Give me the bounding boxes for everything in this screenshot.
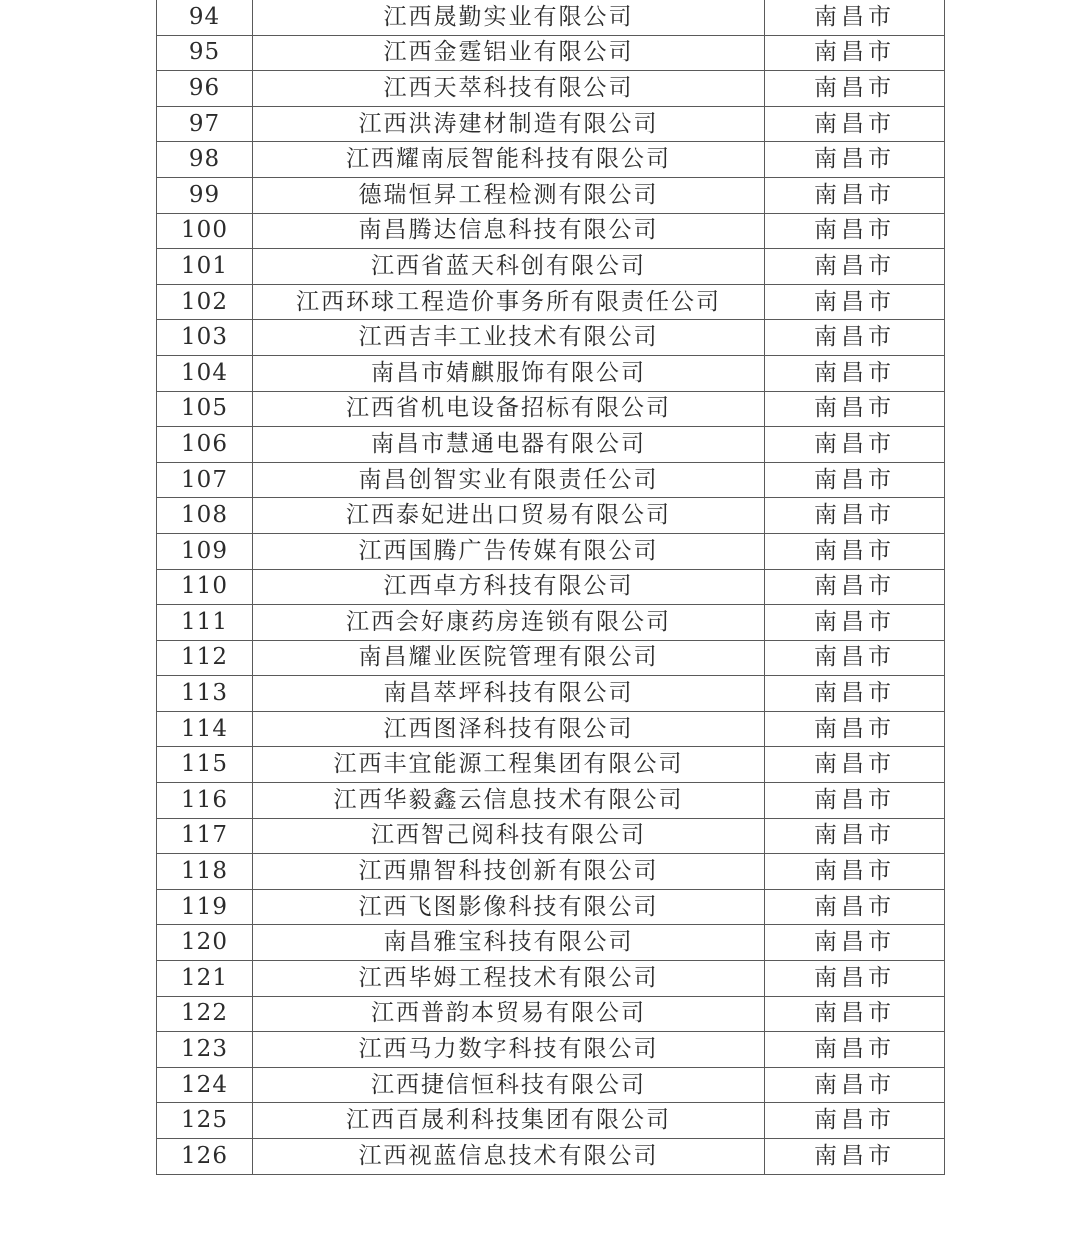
row-number-cell: 113	[157, 676, 253, 712]
table-row	[157, 1032, 945, 1068]
city-cell: 南昌市	[765, 854, 945, 890]
row-number-cell: 123	[157, 1032, 253, 1068]
company-name-cell: 江西捷信恒科技有限公司	[253, 1067, 765, 1103]
table-row	[157, 818, 945, 854]
company-name-cell: 江西泰妃进出口贸易有限公司	[253, 498, 765, 534]
city-cell: 南昌市	[765, 889, 945, 925]
table-row	[157, 427, 945, 463]
company-name-cell: 江西华毅鑫云信息技术有限公司	[253, 783, 765, 819]
city-cell: 南昌市	[765, 1067, 945, 1103]
table-row	[157, 889, 945, 925]
row-number-cell: 96	[157, 71, 253, 107]
company-name-cell: 江西图泽科技有限公司	[253, 711, 765, 747]
city-cell: 南昌市	[765, 462, 945, 498]
row-number-cell: 97	[157, 106, 253, 142]
table-row	[157, 142, 945, 178]
company-name-cell: 南昌耀业医院管理有限公司	[253, 640, 765, 676]
company-name-cell: 南昌市婧麒服饰有限公司	[253, 355, 765, 391]
company-name-cell: 南昌腾达信息科技有限公司	[253, 213, 765, 249]
city-cell: 南昌市	[765, 0, 945, 35]
row-number-cell: 116	[157, 783, 253, 819]
company-name-cell: 江西会好康药房连锁有限公司	[253, 605, 765, 641]
company-name-cell: 南昌雅宝科技有限公司	[253, 925, 765, 961]
company-name-cell: 江西视蓝信息技术有限公司	[253, 1139, 765, 1175]
city-cell: 南昌市	[765, 1139, 945, 1175]
table-row	[157, 498, 945, 534]
company-name-cell: 江西省机电设备招标有限公司	[253, 391, 765, 427]
company-name-cell: 江西晟勤实业有限公司	[253, 0, 765, 35]
table-row	[157, 320, 945, 356]
table-row	[157, 213, 945, 249]
table-body	[157, 0, 945, 1174]
table-row	[157, 71, 945, 107]
company-name-cell: 江西普韵本贸易有限公司	[253, 996, 765, 1032]
table-row	[157, 249, 945, 285]
row-number-cell: 122	[157, 996, 253, 1032]
company-name-cell: 江西智己阅科技有限公司	[253, 818, 765, 854]
city-cell: 南昌市	[765, 177, 945, 213]
city-cell: 南昌市	[765, 35, 945, 71]
company-list-table	[156, 0, 945, 1175]
city-cell: 南昌市	[765, 996, 945, 1032]
city-cell: 南昌市	[765, 284, 945, 320]
row-number-cell: 95	[157, 35, 253, 71]
row-number-cell: 94	[157, 0, 253, 35]
table-row	[157, 1103, 945, 1139]
row-number-cell: 114	[157, 711, 253, 747]
company-name-cell: 江西鼎智科技创新有限公司	[253, 854, 765, 890]
city-cell: 南昌市	[765, 249, 945, 285]
city-cell: 南昌市	[765, 925, 945, 961]
company-name-cell: 南昌市慧通电器有限公司	[253, 427, 765, 463]
city-cell: 南昌市	[765, 71, 945, 107]
company-name-cell: 江西洪涛建材制造有限公司	[253, 106, 765, 142]
city-cell: 南昌市	[765, 747, 945, 783]
city-cell: 南昌市	[765, 676, 945, 712]
company-name-cell: 南昌创智实业有限责任公司	[253, 462, 765, 498]
table-row	[157, 284, 945, 320]
table-row	[157, 1067, 945, 1103]
row-number-cell: 105	[157, 391, 253, 427]
table-row	[157, 711, 945, 747]
row-number-cell: 102	[157, 284, 253, 320]
row-number-cell: 109	[157, 533, 253, 569]
city-cell: 南昌市	[765, 605, 945, 641]
table-row	[157, 106, 945, 142]
row-number-cell: 125	[157, 1103, 253, 1139]
company-name-cell: 江西飞图影像科技有限公司	[253, 889, 765, 925]
company-name-cell: 江西省蓝天科创有限公司	[253, 249, 765, 285]
company-name-cell: 江西卓方科技有限公司	[253, 569, 765, 605]
row-number-cell: 98	[157, 142, 253, 178]
company-name-cell: 江西毕姆工程技术有限公司	[253, 961, 765, 997]
row-number-cell: 108	[157, 498, 253, 534]
company-name-cell: 江西丰宜能源工程集团有限公司	[253, 747, 765, 783]
table-row	[157, 35, 945, 71]
company-name-cell: 江西吉丰工业技术有限公司	[253, 320, 765, 356]
city-cell: 南昌市	[765, 711, 945, 747]
city-cell: 南昌市	[765, 1103, 945, 1139]
table-row	[157, 605, 945, 641]
city-cell: 南昌市	[765, 640, 945, 676]
row-number-cell: 118	[157, 854, 253, 890]
row-number-cell: 101	[157, 249, 253, 285]
table-row	[157, 961, 945, 997]
company-name-cell: 江西国腾广告传媒有限公司	[253, 533, 765, 569]
city-cell: 南昌市	[765, 142, 945, 178]
city-cell: 南昌市	[765, 355, 945, 391]
table-row	[157, 783, 945, 819]
city-cell: 南昌市	[765, 783, 945, 819]
table-row	[157, 0, 945, 35]
table-row	[157, 569, 945, 605]
table-row	[157, 533, 945, 569]
company-name-cell: 江西马力数字科技有限公司	[253, 1032, 765, 1068]
table-row	[157, 925, 945, 961]
city-cell: 南昌市	[765, 498, 945, 534]
city-cell: 南昌市	[765, 213, 945, 249]
city-cell: 南昌市	[765, 533, 945, 569]
row-number-cell: 124	[157, 1067, 253, 1103]
row-number-cell: 119	[157, 889, 253, 925]
table-row	[157, 1139, 945, 1175]
table-row	[157, 391, 945, 427]
row-number-cell: 121	[157, 961, 253, 997]
row-number-cell: 111	[157, 605, 253, 641]
company-name-cell: 江西金霆铝业有限公司	[253, 35, 765, 71]
row-number-cell: 100	[157, 213, 253, 249]
table-row	[157, 177, 945, 213]
row-number-cell: 99	[157, 177, 253, 213]
city-cell: 南昌市	[765, 569, 945, 605]
table-row	[157, 462, 945, 498]
row-number-cell: 110	[157, 569, 253, 605]
row-number-cell: 103	[157, 320, 253, 356]
table-row	[157, 676, 945, 712]
table-row	[157, 996, 945, 1032]
row-number-cell: 107	[157, 462, 253, 498]
table-row	[157, 854, 945, 890]
company-name-cell: 江西天萃科技有限公司	[253, 71, 765, 107]
table-row	[157, 355, 945, 391]
row-number-cell: 106	[157, 427, 253, 463]
company-name-cell: 江西百晟利科技集团有限公司	[253, 1103, 765, 1139]
row-number-cell: 112	[157, 640, 253, 676]
city-cell: 南昌市	[765, 961, 945, 997]
row-number-cell: 126	[157, 1139, 253, 1175]
row-number-cell: 115	[157, 747, 253, 783]
row-number-cell: 104	[157, 355, 253, 391]
company-name-cell: 德瑞恒昇工程检测有限公司	[253, 177, 765, 213]
city-cell: 南昌市	[765, 427, 945, 463]
city-cell: 南昌市	[765, 1032, 945, 1068]
company-name-cell: 江西环球工程造价事务所有限责任公司	[253, 284, 765, 320]
city-cell: 南昌市	[765, 106, 945, 142]
city-cell: 南昌市	[765, 391, 945, 427]
city-cell: 南昌市	[765, 818, 945, 854]
table-row	[157, 747, 945, 783]
company-name-cell: 南昌萃坪科技有限公司	[253, 676, 765, 712]
table-row	[157, 640, 945, 676]
city-cell: 南昌市	[765, 320, 945, 356]
row-number-cell: 120	[157, 925, 253, 961]
row-number-cell: 117	[157, 818, 253, 854]
company-name-cell: 江西耀南辰智能科技有限公司	[253, 142, 765, 178]
